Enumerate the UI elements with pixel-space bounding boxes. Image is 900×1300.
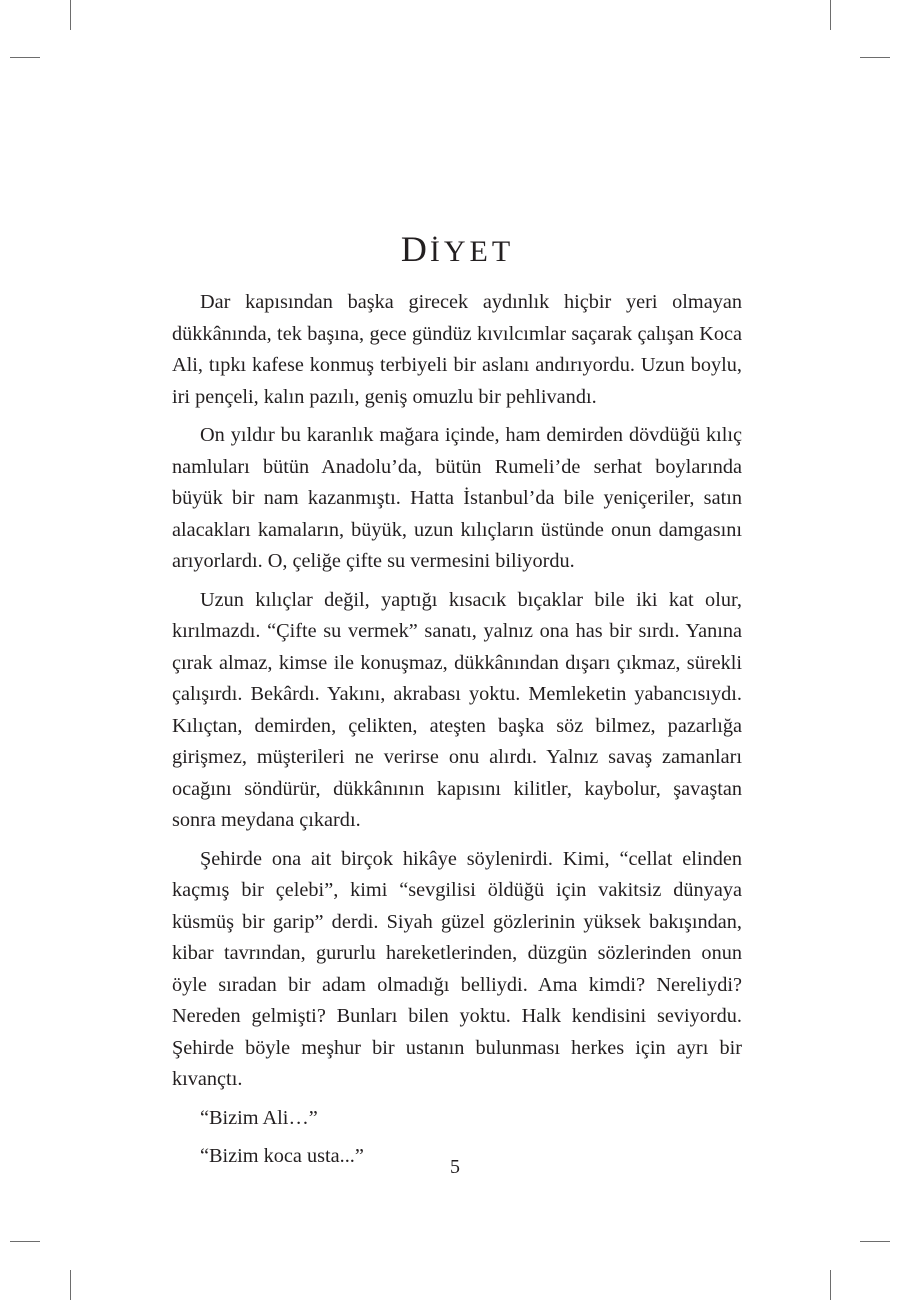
chapter-title-initial: D xyxy=(400,229,430,269)
crop-mark-right-top xyxy=(860,57,890,58)
crop-mark-top-right xyxy=(830,0,831,30)
page-number: 5 xyxy=(450,1156,460,1178)
paragraph: Şehirde ona ait birçok hikâye söylenirdi. Kimi, “cellat elinden kaçmış bir çelebi”, kimi “sevgilisi öldüğü için vakitsiz dünyaya küsmüş bir garip” derdi. Siyah güzel gözlerinin yüksek bakışından, kibar tavrından, gururlu hareketlerinden, düzgün sözlerinden onun öyle sıradan bir adam olmadığı belliydi. Ama kimdi? Nereliydi? Nereden gelmişti? Bunları bilen yoktu. Halk kendisini seviyordu. Şehirde böyle meşhur bir ustanın bulunması herkes için ayrı bir kıvançtı. xyxy=(172,847,742,1090)
body-text xyxy=(172,287,742,1180)
paragraph: Uzun kılıçlar değil, yaptığı kısacık bıçaklar bile iki kat olur, kırılmazdı. “Çifte su vermek” sanatı, yalnız ona has bir sırdı. Yanına çırak almaz, kimse ile konuşmaz, dükkânından dışarı çıkmaz, sürekli çalışırdı. Bekârdı. Yakını, akrabası yoktu. Memleketin yabancısıydı. Kılıçtan, demirden, çelikten, ateşten başka söz bilmez, pazarlığa girişmez, müşterileri ne verirse onu alırdı. Yalnız savaş zamanları ocağını söndürür, dükkânının kapısını kilitler, kaybolur, şavaştan sonra meydana çıkardı. xyxy=(172,588,742,831)
crop-mark-left-bottom xyxy=(10,1241,40,1242)
paragraph: On yıldır bu karanlık mağara içinde, ham demirden dövdüğü kılıç namluları bütün Anadolu’da, bütün Rumeli’de serhat boylarında büyük bir nam kazanmıştı. Hatta İstanbul’da bile yeniçeriler, satın alacakları kamaların, büyük, uzun kılıçların üstünde onun damgasını arıyorlardı. O, çeliğe çifte su vermesini biliyordu. xyxy=(172,424,742,572)
chapter-title-rest: İYET xyxy=(429,235,515,268)
crop-mark-left-top xyxy=(10,57,40,58)
crop-mark-bottom-right xyxy=(830,1270,831,1300)
paragraph: “Bizim koca usta...” xyxy=(200,1145,364,1167)
chapter-title xyxy=(0,228,900,270)
crop-mark-bottom-left xyxy=(70,1270,71,1300)
crop-mark-top-left xyxy=(70,0,71,30)
crop-mark-right-bottom xyxy=(860,1241,890,1242)
paragraph: Dar kapısından başka girecek aydınlık hiçbir yeri olmayan dükkânında, tek başına, gece gündüz kıvılcımlar saçarak çalışan Koca Ali, tıpkı kafese konmuş terbiyeli bir aslanı andırıyordu. Uzun boylu, iri pençeli, kalın pazılı, geniş omuzlu bir pehlivandı. xyxy=(172,291,742,408)
paragraph: “Bizim Ali…” xyxy=(200,1106,318,1129)
